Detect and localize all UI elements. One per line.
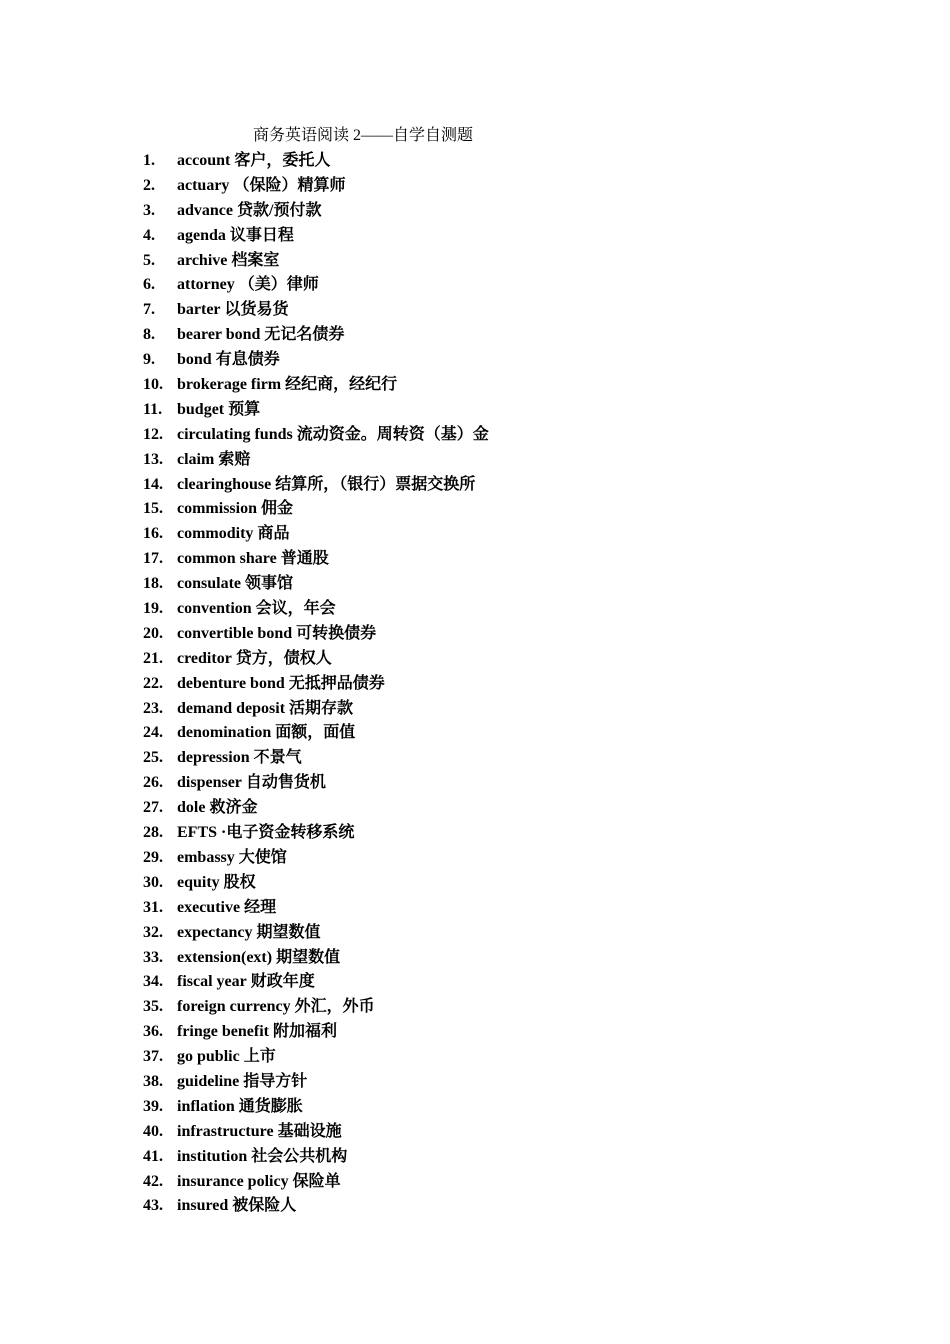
term-chinese: 期望数值	[256, 923, 321, 941]
list-item	[143, 1070, 489, 1095]
term-english: inflation	[177, 1097, 235, 1115]
term-chinese: 大使馆	[238, 848, 287, 866]
list-item	[143, 995, 489, 1020]
term-number: 25.	[143, 749, 163, 767]
term-english: common share	[177, 550, 277, 568]
list-item	[143, 597, 489, 622]
list-item	[143, 199, 489, 224]
term-english: bearer bond	[177, 326, 261, 344]
list-item	[143, 821, 489, 846]
list-item	[143, 697, 489, 722]
list-item	[143, 298, 489, 323]
term-chinese: 档案室	[231, 251, 280, 269]
document-title: 商务英语阅读 2——自学自测题	[253, 127, 474, 144]
term-english: bond	[177, 351, 212, 369]
term-number: 39.	[143, 1097, 163, 1115]
term-chinese: 基础设施	[277, 1122, 342, 1140]
term-list	[143, 149, 489, 1219]
list-item	[143, 448, 489, 473]
term-chinese: 客户，委托人	[234, 152, 331, 169]
term-chinese: 会议，年会	[255, 600, 336, 618]
term-english: guideline	[177, 1072, 240, 1090]
term-number: 24.	[143, 724, 163, 742]
term-english: debenture bond	[177, 674, 285, 692]
term-chinese: 保险单	[292, 1172, 341, 1190]
term-number: 20.	[143, 624, 163, 642]
list-item	[143, 871, 489, 896]
list-item	[143, 572, 489, 597]
term-english: institution	[177, 1147, 248, 1165]
term-english: insurance policy	[177, 1172, 289, 1190]
list-item	[143, 921, 489, 946]
term-number: 21.	[143, 649, 163, 667]
term-number: 22.	[143, 674, 163, 692]
term-number: 19.	[143, 600, 163, 618]
term-chinese: 流动资金。周转资（基）金	[296, 425, 489, 443]
list-item	[143, 796, 489, 821]
term-english: foreign currency	[177, 998, 291, 1016]
list-item	[143, 746, 489, 771]
term-chinese: 议事日程	[229, 226, 294, 244]
list-item	[143, 647, 489, 672]
term-number: 41.	[143, 1147, 163, 1165]
term-english: EFTS	[177, 824, 218, 842]
term-number: 34.	[143, 973, 163, 991]
term-english: account	[177, 152, 231, 169]
term-number: 27.	[143, 799, 163, 817]
term-english: agenda	[177, 226, 226, 244]
term-number: 1.	[143, 152, 155, 169]
term-number: 35.	[143, 998, 163, 1016]
term-number: 11.	[143, 400, 163, 418]
term-english: commission	[177, 500, 257, 518]
term-number: 7.	[143, 301, 155, 319]
term-number: 43.	[143, 1197, 163, 1215]
list-item	[143, 622, 489, 647]
term-english: archive	[177, 251, 228, 269]
term-chinese: 自动售货机	[245, 774, 326, 792]
term-chinese: 附加福利	[272, 1023, 337, 1041]
term-number: 2.	[143, 176, 155, 194]
term-english: fringe benefit	[177, 1023, 269, 1041]
term-chinese: 普通股	[280, 550, 329, 568]
list-item	[143, 846, 489, 871]
term-number: 16.	[143, 525, 163, 543]
term-chinese: 佣金	[261, 500, 294, 518]
term-english: equity	[177, 873, 220, 891]
term-number: 3.	[143, 201, 155, 219]
term-english: insured	[177, 1197, 229, 1215]
term-chinese: 有息债券	[215, 351, 280, 369]
term-chinese: 救济金	[209, 799, 258, 817]
list-item	[143, 970, 489, 995]
term-chinese: 通货膨胀	[238, 1097, 303, 1115]
term-number: 30.	[143, 873, 163, 891]
term-english: actuary	[177, 176, 230, 194]
term-chinese: 期望数值	[276, 948, 341, 966]
term-number: 37.	[143, 1048, 163, 1066]
term-chinese: ·电子资金转移系统	[221, 824, 355, 842]
term-number: 17.	[143, 550, 163, 568]
term-chinese: 以货易货	[224, 301, 289, 319]
term-number: 18.	[143, 575, 163, 593]
term-chinese: （保险）精算师	[233, 176, 346, 194]
term-english: demand deposit	[177, 699, 286, 717]
term-number: 36.	[143, 1023, 163, 1041]
list-item	[143, 174, 489, 199]
term-english: convention	[177, 600, 252, 618]
term-number: 38.	[143, 1072, 163, 1090]
term-chinese: 经纪商，经纪行	[285, 376, 398, 394]
list-item	[143, 423, 489, 448]
term-number: 42.	[143, 1172, 163, 1190]
term-number: 12.	[143, 425, 163, 443]
term-number: 15.	[143, 500, 163, 518]
term-number: 9.	[143, 351, 155, 369]
list-item	[143, 249, 489, 274]
term-chinese: 指导方针	[243, 1072, 308, 1090]
list-item	[143, 1194, 489, 1219]
term-chinese: 索赔	[218, 450, 251, 468]
term-chinese: 领事馆	[245, 575, 294, 593]
list-item	[143, 771, 489, 796]
list-item	[143, 1145, 489, 1170]
list-item	[143, 896, 489, 921]
term-english: consulate	[177, 575, 241, 593]
term-number: 33.	[143, 948, 163, 966]
term-number: 8.	[143, 326, 155, 344]
term-english: extension(ext)	[177, 948, 273, 966]
term-chinese: （美）律师	[238, 276, 319, 294]
list-item	[143, 1045, 489, 1070]
term-english: circulating funds	[177, 425, 293, 443]
term-english: advance	[177, 201, 233, 219]
term-chinese: 财政年度	[250, 973, 315, 991]
term-english: commodity	[177, 525, 254, 543]
term-chinese: 商品	[257, 525, 290, 543]
term-chinese: 无抵押品债券	[288, 674, 385, 692]
list-item	[143, 398, 489, 423]
term-chinese: 上市	[243, 1048, 276, 1066]
term-english: claim	[177, 450, 215, 468]
term-english: embassy	[177, 848, 235, 866]
list-item	[143, 721, 489, 746]
term-english: expectancy	[177, 923, 253, 941]
term-chinese: 可转换债券	[296, 624, 377, 642]
term-chinese: 经理	[244, 898, 277, 916]
term-chinese: 股权	[223, 873, 256, 891]
term-number: 31.	[143, 898, 163, 916]
list-item	[143, 348, 489, 373]
list-item	[143, 273, 489, 298]
term-number: 26.	[143, 774, 163, 792]
term-number: 4.	[143, 226, 155, 244]
term-english: dispenser	[177, 774, 242, 792]
term-number: 13.	[143, 450, 163, 468]
term-number: 5.	[143, 251, 155, 269]
list-item	[143, 1120, 489, 1145]
term-chinese: 贷方，债权人	[235, 649, 332, 667]
term-english: executive	[177, 898, 241, 916]
term-chinese: 预算	[228, 400, 261, 418]
term-english: dole	[177, 799, 206, 817]
list-item	[143, 1095, 489, 1120]
term-chinese: 面额，面值	[275, 724, 356, 742]
term-chinese: 社会公共机构	[251, 1147, 348, 1165]
list-item	[143, 946, 489, 971]
term-chinese: 结算所，（银行）票据交换所	[275, 475, 476, 493]
term-number: 6.	[143, 276, 155, 294]
term-chinese: 贷款/预付款	[237, 201, 322, 219]
term-english: clearinghouse	[177, 475, 272, 493]
list-item	[143, 1020, 489, 1045]
term-number: 40.	[143, 1122, 163, 1140]
term-chinese: 无记名债券	[264, 326, 345, 344]
list-item	[143, 547, 489, 572]
term-number: 32.	[143, 923, 163, 941]
term-number: 29.	[143, 848, 163, 866]
term-english: budget	[177, 400, 225, 418]
list-item	[143, 672, 489, 697]
list-item	[143, 323, 489, 348]
list-item	[143, 497, 489, 522]
term-chinese: 不景气	[253, 749, 302, 767]
term-number: 28.	[143, 824, 163, 842]
list-item	[143, 373, 489, 398]
term-english: creditor	[177, 649, 232, 667]
term-number: 14.	[143, 475, 163, 493]
term-english: barter	[177, 301, 221, 319]
term-english: attorney	[177, 276, 235, 294]
term-english: convertible bond	[177, 624, 293, 642]
term-chinese: 被保险人	[232, 1197, 297, 1215]
term-english: brokerage firm	[177, 376, 282, 394]
term-chinese: 外汇，外币	[294, 998, 375, 1016]
list-item	[143, 224, 489, 249]
list-item	[143, 473, 489, 498]
term-number: 10.	[143, 376, 163, 394]
term-number: 23.	[143, 699, 163, 717]
term-chinese: 活期存款	[289, 699, 354, 717]
term-english: fiscal year	[177, 973, 247, 991]
term-english: infrastructure	[177, 1122, 274, 1140]
list-item	[143, 522, 489, 547]
list-item	[143, 149, 489, 174]
term-english: go public	[177, 1048, 240, 1066]
list-item	[143, 1170, 489, 1195]
term-english: denomination	[177, 724, 272, 742]
term-english: depression	[177, 749, 250, 767]
